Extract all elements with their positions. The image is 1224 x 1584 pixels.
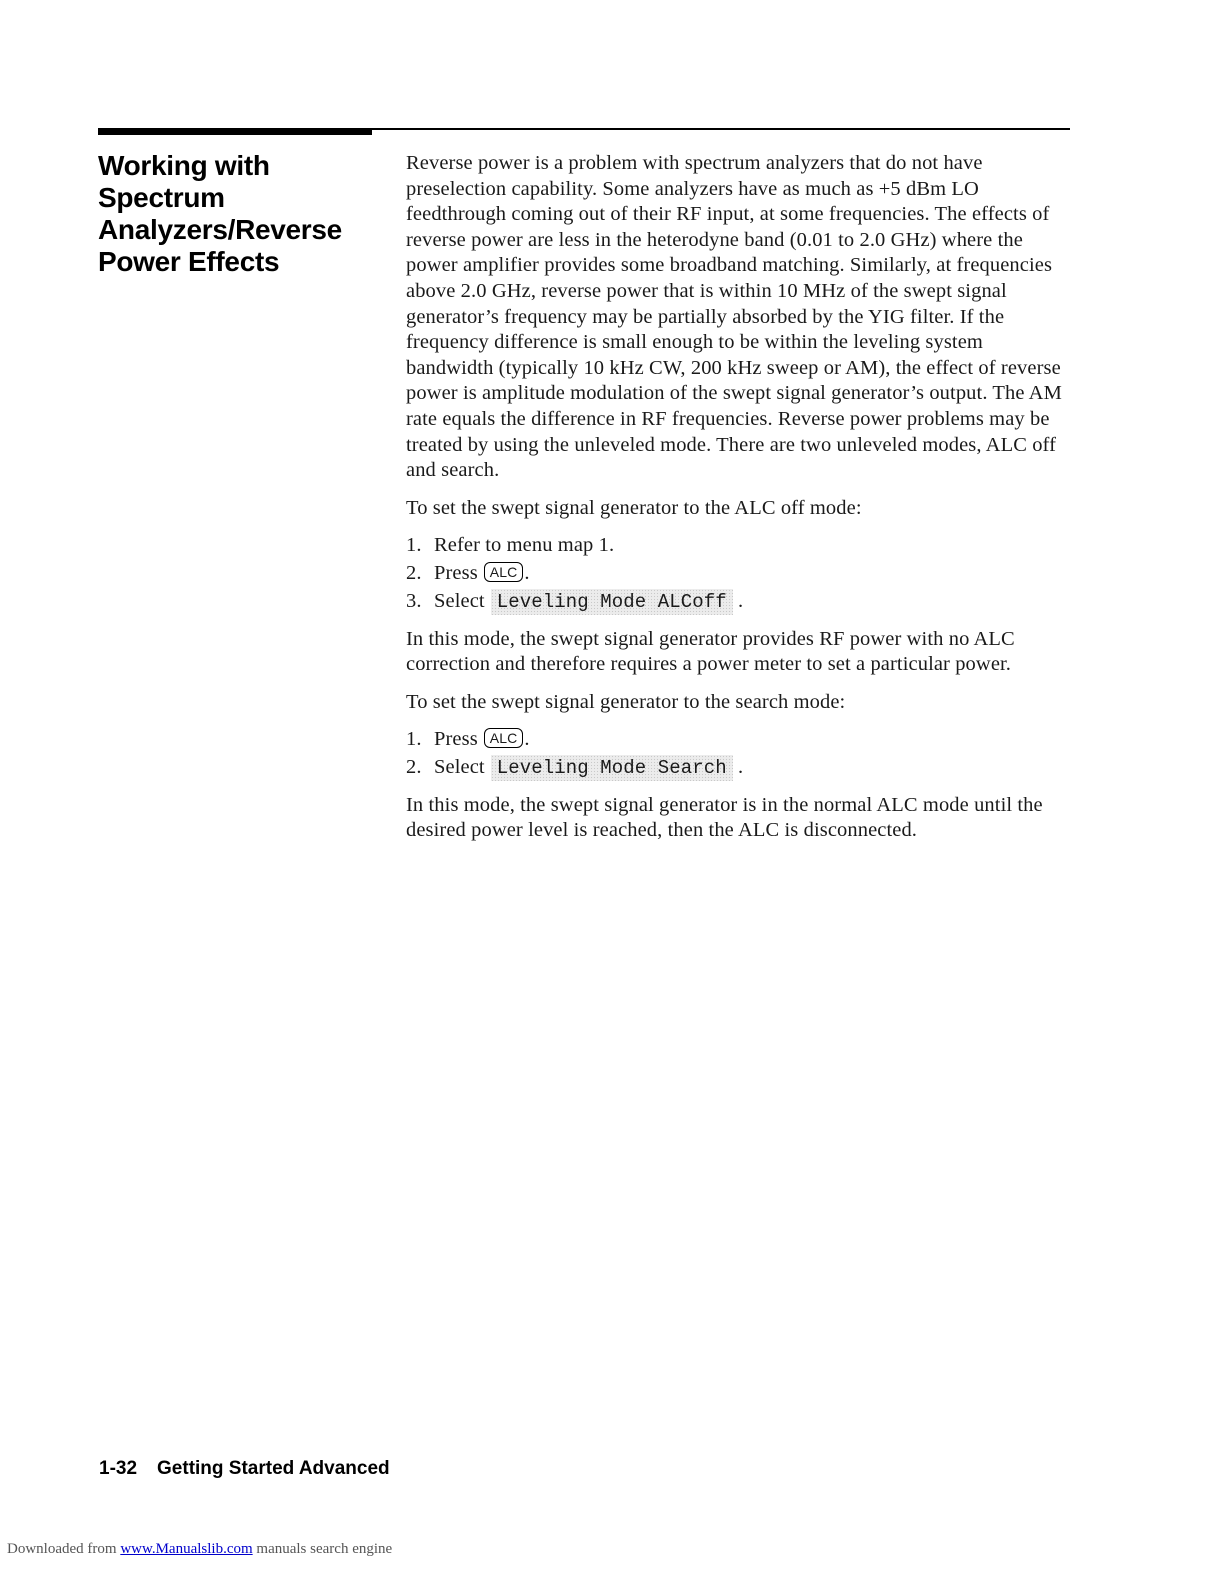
page-footer xyxy=(99,1458,390,1480)
step-number: 3. xyxy=(406,589,422,612)
step-text: Select xyxy=(434,755,485,778)
step-number: 2. xyxy=(406,755,422,778)
alc-off-note: In this mode, the swept signal generator provides RF power with no ALC correction and therefore requires a power meter to set a particular power. xyxy=(406,627,1015,676)
list-item xyxy=(406,533,1072,559)
section-rule-thin xyxy=(372,128,1070,130)
alc-key: ALC xyxy=(484,728,524,748)
download-prefix: Downloaded from xyxy=(7,1541,117,1557)
page-number: 1-32 xyxy=(99,1458,138,1479)
alc-off-steps xyxy=(406,533,1072,614)
step-period: . xyxy=(737,755,744,778)
list-item xyxy=(406,755,1072,781)
softkey-leveling-mode-alcoff: Leveling Mode ALCoff xyxy=(491,589,733,615)
section-rule-thick xyxy=(98,128,372,135)
list-item xyxy=(406,589,1072,615)
step-text: Press xyxy=(434,728,478,751)
alc-key: ALC xyxy=(484,562,524,582)
step-text: Refer to menu map 1. xyxy=(434,534,615,557)
step-period: . xyxy=(524,728,530,751)
section-heading: Working with Spectrum Analyzers/Reverse Power Effects xyxy=(98,150,342,277)
step-text: Press xyxy=(434,561,478,584)
intro-paragraph: Reverse power is a problem with spectrum analyzers that do not have preselection capability. Some analyzers have as much as +5 dBm LO feedthrough coming out of their RF input, at some frequencies. The effects of reverse power are less in the heterodyne band (0.01 to 2.0 GHz) where the power amplifier provides some broadband matching. Similarly, at frequencies above 2.0 GHz, reverse power that is within 10 MHz of the swept signal generator’s frequency may be partially absorbed by the YIG filter. If the frequency difference is small enough to be within the leveling system bandwidth (typically 10 kHz CW, 200 kHz sweep or AM), the effect of reverse power is amplitude modulation of the swept signal generator’s output. The AM rate equals the difference in RF frequencies. Reverse power problems may be treated by using the unleveled mode. There are two unleveled modes, ALC off and search. xyxy=(406,152,1062,482)
search-note: In this mode, the swept signal generator is in the normal ALC mode until the desired power level is reached, then the ALC is disconnected. xyxy=(406,793,1043,842)
step-period: . xyxy=(524,561,530,584)
step-number: 1. xyxy=(406,728,422,751)
step-number: 2. xyxy=(406,561,422,584)
step-text: Select xyxy=(434,589,485,612)
download-suffix: manuals search engine xyxy=(256,1541,393,1557)
search-steps xyxy=(406,727,1072,781)
download-notice xyxy=(7,1541,392,1558)
section-body xyxy=(406,151,1072,856)
alc-off-intro: To set the swept signal generator to the ALC off mode: xyxy=(406,496,862,519)
manualslib-link[interactable]: www.Manualslib.com xyxy=(120,1541,253,1557)
list-item xyxy=(406,727,1072,753)
softkey-leveling-mode-search: Leveling Mode Search xyxy=(491,755,733,781)
search-intro: To set the swept signal generator to the search mode: xyxy=(406,690,846,713)
chapter-title: Getting Started Advanced xyxy=(157,1458,390,1479)
step-period: . xyxy=(737,589,744,612)
step-number: 1. xyxy=(406,534,422,557)
list-item xyxy=(406,561,1072,587)
